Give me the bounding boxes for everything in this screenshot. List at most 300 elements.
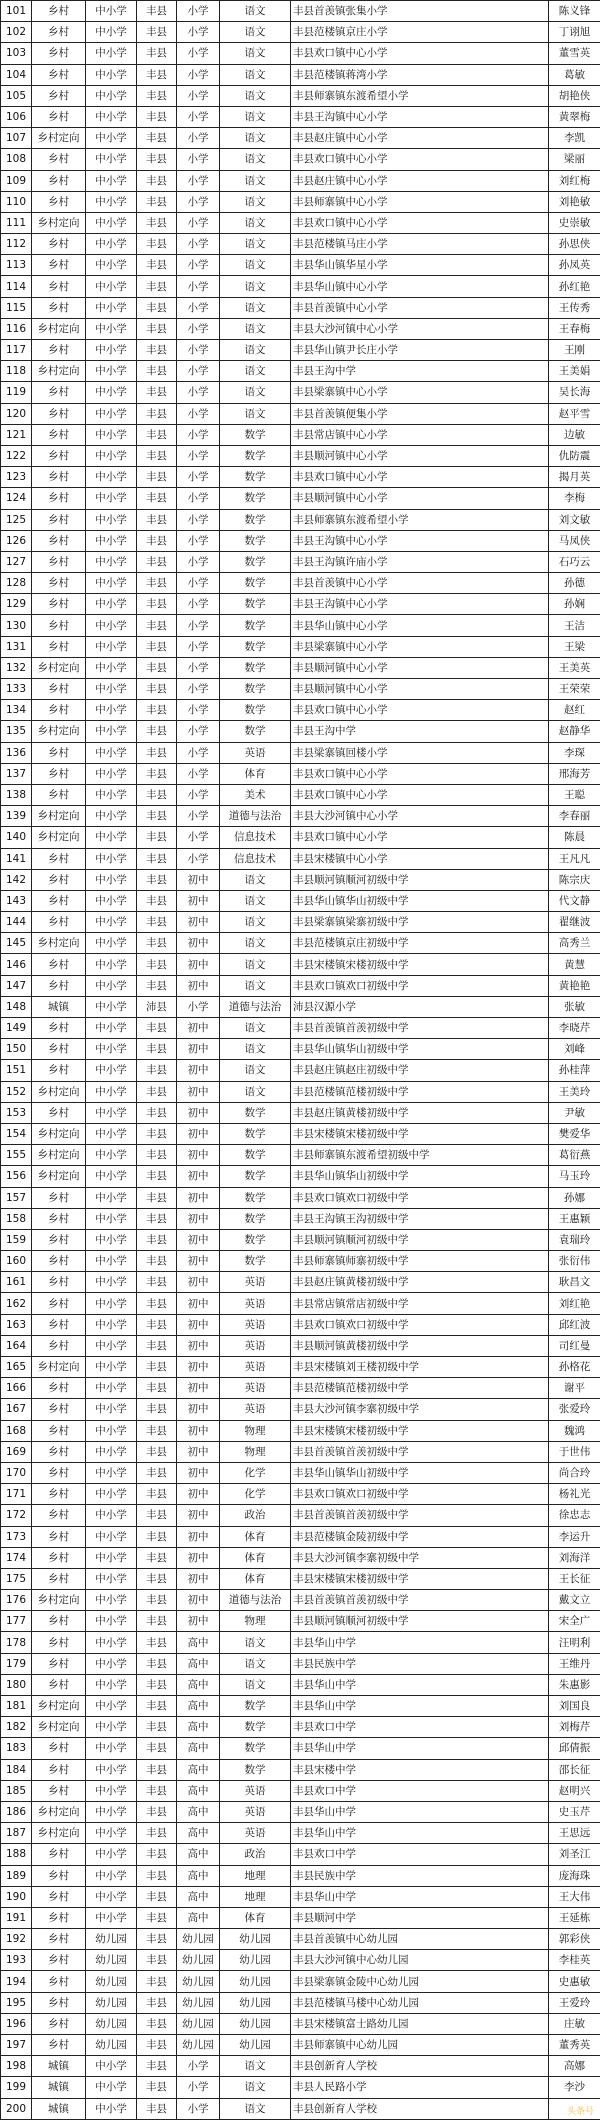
cell-area-type: 乡村: [32, 1759, 86, 1780]
cell-school: 丰县人民路小学: [291, 2077, 549, 2098]
cell-name: 王大伟: [549, 1886, 600, 1907]
table-row: [1, 1441, 600, 1462]
cell-area-type: 乡村: [32, 615, 86, 636]
cell-county: 丰县: [137, 1886, 177, 1907]
cell-subject: 数学: [220, 700, 291, 721]
cell-name: 翟继波: [549, 912, 600, 933]
cell-subject: 数学: [220, 1123, 291, 1144]
cell-name: 孙思侠: [549, 234, 600, 255]
cell-seq: 106: [1, 106, 32, 127]
cell-subject: 数学: [220, 1187, 291, 1208]
cell-county: 丰县: [137, 933, 177, 954]
cell-seq: 101: [1, 1, 32, 22]
cell-stage: 小学: [177, 255, 220, 276]
cell-school: 丰县华山镇华星小学: [291, 255, 549, 276]
cell-school-level: 中小学: [86, 1865, 137, 1886]
table-row: [1, 1060, 600, 1081]
cell-area-type: 乡村: [32, 1526, 86, 1547]
cell-seq: 160: [1, 1251, 32, 1272]
cell-subject: 化学: [220, 1484, 291, 1505]
cell-school: 丰县范楼镇蒋湾小学: [291, 64, 549, 85]
cell-area-type: 乡村: [32, 1335, 86, 1356]
cell-school: 丰县华山镇华山初级中学: [291, 1166, 549, 1187]
cell-stage: 小学: [177, 2056, 220, 2077]
cell-seq: 112: [1, 234, 32, 255]
cell-area-type: 乡村: [32, 784, 86, 805]
cell-area-type: 乡村: [32, 509, 86, 530]
cell-seq: 194: [1, 1971, 32, 1992]
cell-area-type: 乡村: [32, 1293, 86, 1314]
cell-name: 王刚: [549, 340, 600, 361]
cell-stage: 初中: [177, 1568, 220, 1589]
cell-name: 戴文立: [549, 1590, 600, 1611]
cell-school: 丰县华山中学: [291, 1696, 549, 1717]
cell-area-type: 乡村: [32, 1865, 86, 1886]
cell-name: 马玉玲: [549, 1166, 600, 1187]
cell-school: 丰县梁寨镇中心小学: [291, 636, 549, 657]
cell-school: 丰县赵庄镇赵庄初级中学: [291, 1060, 549, 1081]
cell-school: 丰县欢口镇欢口初级中学: [291, 1484, 549, 1505]
cell-seq: 140: [1, 827, 32, 848]
cell-seq: 114: [1, 276, 32, 297]
cell-subject: 政治: [220, 1505, 291, 1526]
cell-stage: 高中: [177, 1801, 220, 1822]
cell-school-level: 中小学: [86, 594, 137, 615]
table-row: [1, 1420, 600, 1441]
cell-seq: 189: [1, 1865, 32, 1886]
cell-school: 丰县华山镇华山初级中学: [291, 1462, 549, 1483]
cell-school: 丰县王沟镇中心小学: [291, 530, 549, 551]
cell-school: 丰县顺河镇顺河初级中学: [291, 1229, 549, 1250]
cell-name: 耿昌文: [549, 1272, 600, 1293]
cell-area-type: 乡村: [32, 1208, 86, 1229]
cell-seq: 110: [1, 191, 32, 212]
cell-stage: 高中: [177, 1738, 220, 1759]
cell-area-type: 乡村: [32, 1992, 86, 2013]
cell-stage: 初中: [177, 869, 220, 890]
cell-county: 丰县: [137, 212, 177, 233]
cell-area-type: 乡村: [32, 1272, 86, 1293]
cell-school: 丰县范楼镇京庄小学: [291, 22, 549, 43]
cell-stage: 初中: [177, 933, 220, 954]
cell-name: 揭月英: [549, 467, 600, 488]
cell-school: 丰县梁寨镇梁寨初级中学: [291, 912, 549, 933]
cell-name: 尚合玲: [549, 1462, 600, 1483]
cell-subject: 语文: [220, 361, 291, 382]
cell-area-type: 乡村: [32, 1039, 86, 1060]
table-row: [1, 1484, 600, 1505]
cell-area-type: 乡村: [32, 382, 86, 403]
cell-subject: 道德与法治: [220, 996, 291, 1017]
cell-stage: 初中: [177, 1208, 220, 1229]
cell-school: 丰县创新育人学校: [291, 2056, 549, 2077]
cell-county: 丰县: [137, 890, 177, 911]
table-row: [1, 551, 600, 572]
cell-school-level: 中小学: [86, 827, 137, 848]
cell-school: 丰县赵庄镇中心小学: [291, 128, 549, 149]
cell-school-level: 中小学: [86, 679, 137, 700]
cell-stage: 高中: [177, 1674, 220, 1695]
cell-seq: 170: [1, 1462, 32, 1483]
cell-county: 丰县: [137, 1632, 177, 1653]
cell-seq: 184: [1, 1759, 32, 1780]
cell-school-level: 中小学: [86, 1907, 137, 1928]
cell-name: 李桂英: [549, 1950, 600, 1971]
cell-school: 丰县顺河中学: [291, 1907, 549, 1928]
cell-county: 丰县: [137, 551, 177, 572]
cell-seq: 104: [1, 64, 32, 85]
cell-school-level: 中小学: [86, 1759, 137, 1780]
cell-county: 丰县: [137, 1314, 177, 1335]
cell-subject: 语文: [220, 1674, 291, 1695]
cell-name: 庄敏: [549, 2013, 600, 2034]
cell-school: 丰县大沙河镇中心小学: [291, 318, 549, 339]
cell-subject: 英语: [220, 1823, 291, 1844]
cell-school: 丰县华山镇中心小学: [291, 276, 549, 297]
cell-county: 丰县: [137, 1357, 177, 1378]
cell-subject: 语文: [220, 170, 291, 191]
cell-area-type: 乡村: [32, 43, 86, 64]
cell-seq: 192: [1, 1929, 32, 1950]
cell-school: 丰县宋楼镇宋楼初级中学: [291, 1420, 549, 1441]
cell-stage: 初中: [177, 1123, 220, 1144]
cell-stage: 初中: [177, 1081, 220, 1102]
cell-school: 丰县王沟中学: [291, 361, 549, 382]
cell-seq: 123: [1, 467, 32, 488]
cell-area-type: 乡村定向: [32, 1145, 86, 1166]
cell-seq: 134: [1, 700, 32, 721]
cell-county: 丰县: [137, 1568, 177, 1589]
cell-area-type: 乡村定向: [32, 1823, 86, 1844]
cell-stage: 小学: [177, 700, 220, 721]
table-row: [1, 467, 600, 488]
cell-seq: 142: [1, 869, 32, 890]
cell-area-type: 乡村: [32, 1950, 86, 1971]
cell-stage: 初中: [177, 1145, 220, 1166]
cell-county: 丰县: [137, 1780, 177, 1801]
cell-area-type: 乡村: [32, 1378, 86, 1399]
table-row: [1, 1208, 600, 1229]
cell-subject: 数学: [220, 445, 291, 466]
cell-county: 丰县: [137, 43, 177, 64]
cell-area-type: 乡村定向: [32, 1357, 86, 1378]
table-row: [1, 1399, 600, 1420]
cell-area-type: 乡村定向: [32, 827, 86, 848]
cell-name: 王延栋: [549, 1907, 600, 1928]
cell-name: 孙娴: [549, 594, 600, 615]
cell-county: 丰县: [137, 509, 177, 530]
table-row: [1, 1039, 600, 1060]
cell-subject: 语文: [220, 149, 291, 170]
cell-school: 丰县师寨镇中心小学: [291, 191, 549, 212]
cell-area-type: 乡村: [32, 1060, 86, 1081]
cell-county: 丰县: [137, 1293, 177, 1314]
cell-school: 丰县大沙河镇中心小学: [291, 806, 549, 827]
cell-subject: 语文: [220, 912, 291, 933]
cell-seq: 136: [1, 742, 32, 763]
cell-county: 丰县: [137, 530, 177, 551]
cell-area-type: 乡村: [32, 64, 86, 85]
cell-stage: 小学: [177, 1, 220, 22]
cell-name: 李琛: [549, 742, 600, 763]
cell-name: 王惠颖: [549, 1208, 600, 1229]
cell-school: 丰县华山中学: [291, 1886, 549, 1907]
table-row: [1, 1653, 600, 1674]
cell-school: 丰县民族中学: [291, 1865, 549, 1886]
cell-county: 丰县: [137, 1335, 177, 1356]
cell-area-type: 乡村定向: [32, 361, 86, 382]
cell-stage: 小学: [177, 827, 220, 848]
cell-stage: 小学: [177, 191, 220, 212]
cell-name: 王洁: [549, 615, 600, 636]
cell-stage: 小学: [177, 43, 220, 64]
cell-name: 孙格花: [549, 1357, 600, 1378]
cell-area-type: 乡村: [32, 700, 86, 721]
cell-seq: 168: [1, 1420, 32, 1441]
cell-seq: 190: [1, 1886, 32, 1907]
cell-school-level: 中小学: [86, 1166, 137, 1187]
table-row: [1, 1738, 600, 1759]
cell-county: 丰县: [137, 2098, 177, 2119]
table-row: [1, 1081, 600, 1102]
cell-subject: 数学: [220, 615, 291, 636]
cell-county: 丰县: [137, 1611, 177, 1632]
cell-county: 丰县: [137, 1123, 177, 1144]
cell-school-level: 中小学: [86, 403, 137, 424]
cell-name: 胡艳侠: [549, 85, 600, 106]
cell-area-type: 乡村: [32, 1632, 86, 1653]
table-row: [1, 657, 600, 678]
cell-stage: 高中: [177, 1653, 220, 1674]
cell-school: 丰县欢口中学: [291, 1717, 549, 1738]
cell-area-type: 乡村: [32, 445, 86, 466]
cell-name: 张敏: [549, 996, 600, 1017]
cell-school: 丰县赵庄镇黄楼初级中学: [291, 1272, 549, 1293]
table-row: [1, 1187, 600, 1208]
cell-school-level: 幼儿园: [86, 1929, 137, 1950]
cell-subject: 英语: [220, 1272, 291, 1293]
cell-name: 张衍伟: [549, 1251, 600, 1272]
cell-county: 丰县: [137, 1950, 177, 1971]
cell-school-level: 中小学: [86, 2056, 137, 2077]
cell-school: 丰县王沟镇中心小学: [291, 594, 549, 615]
table-row: [1, 742, 600, 763]
cell-area-type: 乡村: [32, 297, 86, 318]
cell-area-type: 城镇: [32, 2077, 86, 2098]
cell-stage: 小学: [177, 848, 220, 869]
cell-subject: 语文: [220, 933, 291, 954]
cell-county: 丰县: [137, 1039, 177, 1060]
cell-school-level: 中小学: [86, 1696, 137, 1717]
table-row: [1, 1780, 600, 1801]
cell-school: 丰县欢口镇中心小学: [291, 212, 549, 233]
cell-school: 丰县宋楼镇宋楼初级中学: [291, 1568, 549, 1589]
cell-school-level: 中小学: [86, 361, 137, 382]
cell-school: 丰县首羡镇便集小学: [291, 403, 549, 424]
cell-school: 丰县创新育人学校: [291, 2098, 549, 2119]
cell-school-level: 中小学: [86, 509, 137, 530]
cell-stage: 幼儿园: [177, 1971, 220, 1992]
cell-stage: 幼儿园: [177, 1950, 220, 1971]
cell-subject: 语文: [220, 2077, 291, 2098]
cell-seq: 138: [1, 784, 32, 805]
cell-stage: 小学: [177, 424, 220, 445]
cell-school: 丰县首羡镇首羡初级中学: [291, 1505, 549, 1526]
cell-seq: 120: [1, 403, 32, 424]
cell-subject: 道德与法治: [220, 806, 291, 827]
cell-school: 丰县宋楼镇宋楼初级中学: [291, 1123, 549, 1144]
cell-area-type: 乡村定向: [32, 1801, 86, 1822]
table-row: [1, 975, 600, 996]
cell-subject: 数学: [220, 1208, 291, 1229]
cell-county: 丰县: [137, 700, 177, 721]
cell-school-level: 中小学: [86, 1378, 137, 1399]
table-row: [1, 85, 600, 106]
cell-county: 丰县: [137, 1145, 177, 1166]
cell-area-type: 乡村: [32, 2013, 86, 2034]
cell-county: 丰县: [137, 1865, 177, 1886]
cell-area-type: 乡村: [32, 1, 86, 22]
cell-school-level: 中小学: [86, 1420, 137, 1441]
table-row: [1, 1844, 600, 1865]
cell-name: 王传秀: [549, 297, 600, 318]
cell-county: 丰县: [137, 234, 177, 255]
cell-seq: 175: [1, 1568, 32, 1589]
cell-seq: 172: [1, 1505, 32, 1526]
cell-school: 丰县范楼镇金陵初级中学: [291, 1526, 549, 1547]
cell-county: 丰县: [137, 1187, 177, 1208]
cell-area-type: 乡村: [32, 403, 86, 424]
table-row: [1, 2077, 600, 2098]
table-row: [1, 22, 600, 43]
cell-subject: 数学: [220, 467, 291, 488]
cell-county: 丰县: [137, 403, 177, 424]
cell-school-level: 中小学: [86, 1335, 137, 1356]
cell-school-level: 中小学: [86, 933, 137, 954]
cell-stage: 小学: [177, 276, 220, 297]
cell-stage: 初中: [177, 1462, 220, 1483]
cell-subject: 体育: [220, 1547, 291, 1568]
cell-subject: 体育: [220, 1526, 291, 1547]
cell-stage: 幼儿园: [177, 2013, 220, 2034]
cell-county: 丰县: [137, 763, 177, 784]
cell-area-type: 乡村: [32, 1314, 86, 1335]
cell-stage: 小学: [177, 128, 220, 149]
cell-county: 丰县: [137, 149, 177, 170]
cell-stage: 小学: [177, 467, 220, 488]
cell-subject: 语文: [220, 975, 291, 996]
cell-school-level: 中小学: [86, 2098, 137, 2119]
cell-area-type: 乡村: [32, 594, 86, 615]
cell-seq: 152: [1, 1081, 32, 1102]
cell-subject: 语文: [220, 85, 291, 106]
cell-subject: 幼儿园: [220, 1971, 291, 1992]
cell-stage: 小学: [177, 721, 220, 742]
cell-name: 尹敏: [549, 1102, 600, 1123]
cell-name: 赵红: [549, 700, 600, 721]
cell-county: 丰县: [137, 1844, 177, 1865]
cell-name: 邵长征: [549, 1759, 600, 1780]
cell-stage: 初中: [177, 1611, 220, 1632]
cell-area-type: 乡村: [32, 340, 86, 361]
cell-name: 仇防震: [549, 445, 600, 466]
cell-county: 丰县: [137, 1378, 177, 1399]
cell-school-level: 中小学: [86, 1187, 137, 1208]
table-row: [1, 806, 600, 827]
cell-stage: 小学: [177, 573, 220, 594]
cell-school-level: 中小学: [86, 1568, 137, 1589]
cell-county: 丰县: [137, 1166, 177, 1187]
cell-name: 黄艳艳: [549, 975, 600, 996]
cell-county: 丰县: [137, 573, 177, 594]
cell-subject: 语文: [220, 43, 291, 64]
cell-school: 丰县范楼镇马庄小学: [291, 234, 549, 255]
cell-stage: 初中: [177, 1399, 220, 1420]
cell-school-level: 中小学: [86, 1102, 137, 1123]
cell-county: 丰县: [137, 1653, 177, 1674]
cell-school: 丰县范楼镇范楼初级中学: [291, 1081, 549, 1102]
cell-school-level: 中小学: [86, 530, 137, 551]
cell-seq: 178: [1, 1632, 32, 1653]
table-row: [1, 1568, 600, 1589]
cell-area-type: 乡村: [32, 848, 86, 869]
cell-school: 丰县顺河镇中心小学: [291, 445, 549, 466]
cell-county: 丰县: [137, 1102, 177, 1123]
cell-stage: 高中: [177, 1865, 220, 1886]
table-row: [1, 43, 600, 64]
cell-area-type: 乡村: [32, 530, 86, 551]
cell-seq: 196: [1, 2013, 32, 2034]
table-row: [1, 1293, 600, 1314]
cell-seq: 119: [1, 382, 32, 403]
cell-stage: 初中: [177, 1251, 220, 1272]
table-row: [1, 106, 600, 127]
cell-county: 丰县: [137, 255, 177, 276]
cell-subject: 英语: [220, 1357, 291, 1378]
cell-seq: 167: [1, 1399, 32, 1420]
cell-school: 丰县欢口镇欢口初级中学: [291, 975, 549, 996]
cell-area-type: 乡村: [32, 1907, 86, 1928]
cell-seq: 154: [1, 1123, 32, 1144]
cell-seq: 118: [1, 361, 32, 382]
cell-area-type: 乡村: [32, 1462, 86, 1483]
cell-area-type: 乡村定向: [32, 806, 86, 827]
table-row: [1, 1865, 600, 1886]
cell-school: 丰县欢口镇中心小学: [291, 149, 549, 170]
cell-name: 张爱玲: [549, 1399, 600, 1420]
cell-school-level: 幼儿园: [86, 1992, 137, 2013]
cell-name: 王春梅: [549, 318, 600, 339]
cell-seq: 159: [1, 1229, 32, 1250]
cell-county: 丰县: [137, 64, 177, 85]
cell-county: 丰县: [137, 806, 177, 827]
cell-subject: 英语: [220, 1314, 291, 1335]
cell-school: 丰县华山镇尹长庄小学: [291, 340, 549, 361]
table-row: [1, 1801, 600, 1822]
cell-county: 丰县: [137, 827, 177, 848]
cell-area-type: 乡村: [32, 912, 86, 933]
cell-area-type: 乡村: [32, 1611, 86, 1632]
cell-school-level: 中小学: [86, 573, 137, 594]
table-row: [1, 636, 600, 657]
cell-name: 刘红艳: [549, 1293, 600, 1314]
cell-area-type: 乡村: [32, 1547, 86, 1568]
cell-county: 丰县: [137, 2013, 177, 2034]
table-row: [1, 424, 600, 445]
table-row: [1, 1, 600, 22]
cell-subject: 美术: [220, 784, 291, 805]
cell-subject: 数学: [220, 657, 291, 678]
